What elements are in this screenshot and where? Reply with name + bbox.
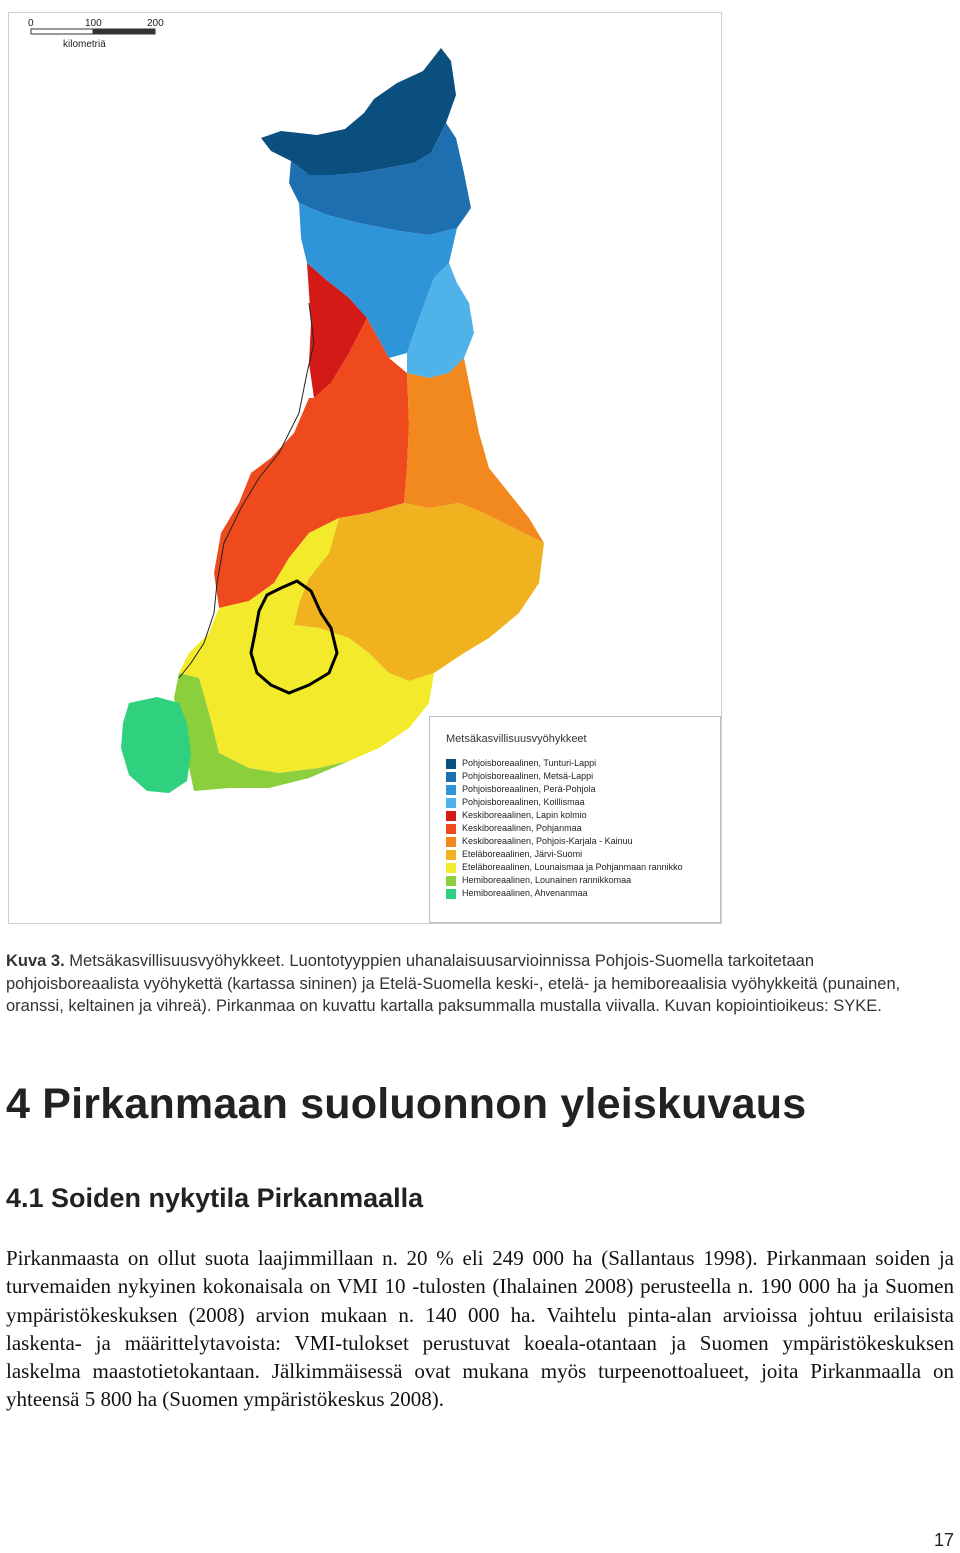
body-paragraph: Pirkanmaasta on ollut suota laajimmillaan n. 20 % eli 249 000 ha (Sallantaus 1998). Pirkanmaan soiden ja turvemaiden nykyinen kokonaisala on VMI 10 -tulosten (Ihalainen 2008) perusteella n. 190 000 ha ja Suomen ympäristökeskuksen (2008) arvion mukaan n. 140 000 ha. Vaihtelu pinta-alan arvioissa johtuu erilaisista laskenta- ja määrittelytavoista: VMI-tulokset perustuvat koeala-otantaan ja Suomen ympäristökeskuksen laskelma maastotietokantaan. Jälkimmäisessä ovat mukana myös turpeenottoalueet, joita Pirkanmaalla on yhteensä 5 800 ha (Suomen ympäristökeskus 2008). [6, 1246, 954, 1412]
map-legend [429, 716, 721, 923]
legend-item [446, 874, 631, 887]
legend-swatch [446, 889, 456, 899]
legend-item [446, 770, 593, 783]
zone-map [8, 12, 722, 924]
scale-label-200: 200 [147, 18, 164, 29]
legend-item [446, 796, 585, 809]
legend-label: Pohjoisboreaalinen, Tunturi-Lappi [462, 758, 597, 768]
legend-item [446, 861, 683, 874]
legend-label: Hemiboreaalinen, Lounainen rannikkomaa [462, 875, 632, 885]
legend-swatch [446, 876, 456, 886]
page-number: 17 [933, 1530, 954, 1550]
scale-label-0: 0 [28, 18, 34, 29]
legend-label: Keskiboreaalinen, Lapin kolmio [462, 810, 587, 820]
legend-item [446, 822, 582, 835]
legend-item [446, 783, 596, 796]
scale-unit: kilometriä [63, 39, 106, 50]
legend-swatch [446, 772, 456, 782]
legend-item [446, 887, 588, 900]
legend-item [446, 848, 582, 861]
legend-swatch [446, 863, 456, 873]
legend-item [446, 757, 596, 770]
figure-caption [6, 950, 946, 1018]
legend-swatch [446, 759, 456, 769]
legend-label: Pohjoisboreaalinen, Perä-Pohjola [462, 784, 596, 794]
legend-label: Pohjoisboreaalinen, Koillismaa [462, 797, 585, 807]
scale-label-100: 100 [85, 18, 102, 29]
legend-label: Pohjoisboreaalinen, Metsä-Lappi [462, 771, 594, 781]
legend-label: Hemiboreaalinen, Ahvenanmaa [462, 888, 588, 898]
caption-text: Metsäkasvillisuusvyöhykkeet. Luontotyyppien uhanalaisuusarvioinnissa Pohjois-Suomella tarkoitetaan pohjoisboreaalista vyöhykettä (kartassa sininen) ja Etelä-Suomella keski-, etelä- ja hemiboreaalisia vyöhykkeitä (punainen, oranssi, keltainen ja vihreä). Pirkanmaa on kuvattu kartalla paksummalla mustalla viivalla. Kuvan kopiointioikeus: SYKE. [6, 952, 901, 1015]
legend-title: Metsäkasvillisuusvyöhykkeet [446, 733, 587, 745]
legend-label: Keskiboreaalinen, Pohjanmaa [462, 823, 582, 833]
legend-label: Eteläboreaalinen, Lounaismaa ja Pohjanmaan rannikko [462, 862, 683, 872]
scale-bar [28, 18, 164, 50]
legend-label: Keskiboreaalinen, Pohjois-Karjala - Kainuu [462, 836, 633, 846]
chapter-heading: 4 Pirkanmaan suoluonnon yleiskuvaus [6, 1080, 807, 1128]
legend-swatch [446, 785, 456, 795]
legend-swatch [446, 837, 456, 847]
legend-swatch [446, 811, 456, 821]
legend-swatch [446, 850, 456, 860]
legend-item [446, 809, 587, 822]
section-heading: 4.1 Soiden nykytila Pirkanmaalla [6, 1183, 424, 1213]
legend-label: Eteläboreaalinen, Järvi-Suomi [462, 849, 583, 859]
legend-swatch [446, 798, 456, 808]
caption-label: Kuva 3. [6, 952, 65, 970]
zone-ahvenanmaa [121, 697, 191, 793]
legend-item [446, 835, 633, 848]
legend-swatch [446, 824, 456, 834]
